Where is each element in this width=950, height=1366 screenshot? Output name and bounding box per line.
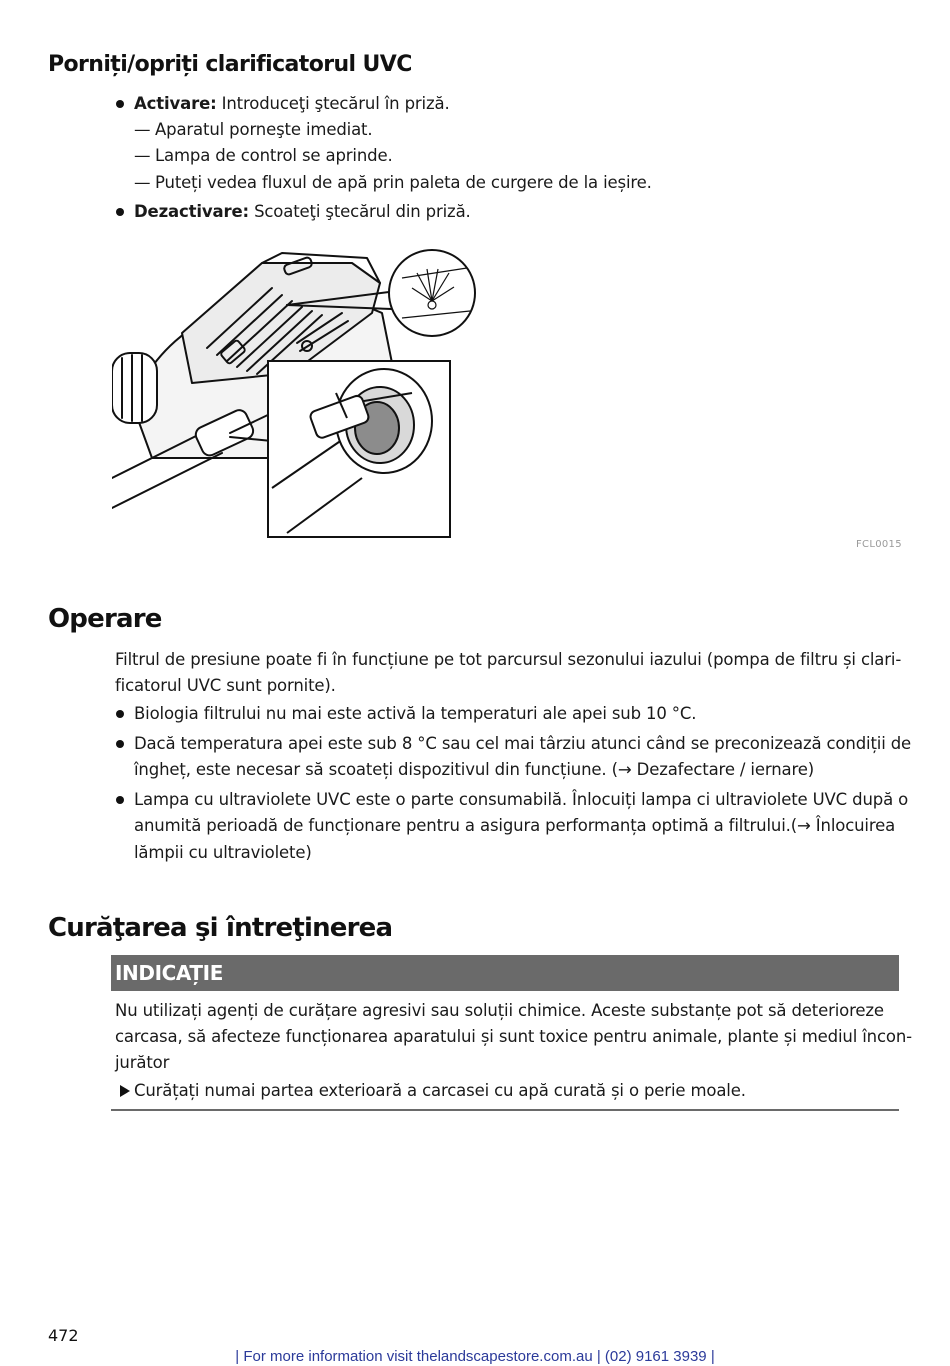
notice-divider (111, 1109, 899, 1111)
bullet-icon (116, 710, 124, 718)
activate-item (134, 91, 450, 117)
notice-line: carcasa, să afecteze funcționarea aparatului și sunt toxice pentru animale, plante și mediul încon- (115, 1027, 912, 1046)
bullet-line: anumită perioadă de funcționare pentru a asigura performanța optimă a filtrului.(→ Înlocuirea (134, 816, 896, 835)
uvc-clarifier-illustration (112, 243, 482, 543)
page-number: 472 (48, 1326, 79, 1345)
dash-icon: — (134, 173, 151, 192)
bullet-icon (116, 208, 124, 216)
intro-line: Filtrul de presiune poate fi în funcțiune pe tot parcursul sezonului iazului (pompa de filtru și clari- (115, 650, 902, 669)
footer-link[interactable]: | For more information visit thelandscapestore.com.au | (02) 9161 3939 | (235, 1348, 715, 1365)
sub-item: Aparatul porneşte imediat. (155, 120, 373, 139)
deactivate-text: Scoateţi ştecărul din priză. (248, 202, 471, 221)
bullet-line: Dacă temperatura apei este sub 8 °C sau cel mai târziu atunci când se preconizează condiții de (134, 734, 912, 753)
sub-item: Lampa de control se aprinde. (155, 146, 393, 165)
section-title-cleaning: Curăţarea şi întreţinerea (48, 913, 393, 943)
bullet-line: Biologia filtrului nu mai este activă la temperaturi ale apei sub 10 °C. (134, 704, 697, 723)
deactivate-label: Dezactivare: (134, 202, 249, 221)
action-step: Curățați numai partea exterioară a carcasei cu apă curată și o perie moale. (134, 1081, 746, 1100)
dash-icon: — (134, 146, 151, 165)
bullet-line: îngheț, este necesar să scoateți dispozitivul din funcțiune. (→ Dezafectare / iernare) (134, 760, 815, 779)
bullet-icon (116, 796, 124, 804)
notice-line: jurător (115, 1053, 170, 1072)
bullet-line: Lampa cu ultraviolete UVC este o parte consumabilă. Înlocuiți lampa ci ultraviolete UVC după o (134, 790, 909, 809)
activate-text: Introduceţi ştecărul în priză. (216, 94, 450, 113)
section-title-operation: Operare (48, 604, 162, 634)
intro-line: ficatorul UVC sunt pornite). (115, 676, 336, 695)
notice-title: INDICAȚIE (115, 961, 223, 985)
action-arrow-icon (120, 1085, 130, 1097)
sub-item: Puteți vedea fluxul de apă prin paleta de curgere de la ieșire. (155, 173, 652, 192)
figure-code: FCL0015 (856, 539, 902, 550)
section-title-uvc: Porniți/opriți clarificatorul UVC (48, 52, 412, 77)
bullet-line: lămpii cu ultraviolete) (134, 843, 312, 862)
bullet-icon (116, 740, 124, 748)
notice-header (111, 955, 899, 991)
bullet-icon (116, 100, 124, 108)
activate-label: Activare: (134, 94, 217, 113)
notice-line: Nu utilizați agenți de curățare agresivi sau soluții chimice. Aceste substanțe pot să deterioreze (115, 1001, 884, 1020)
deactivate-item (134, 199, 471, 225)
dash-icon: — (134, 120, 151, 139)
